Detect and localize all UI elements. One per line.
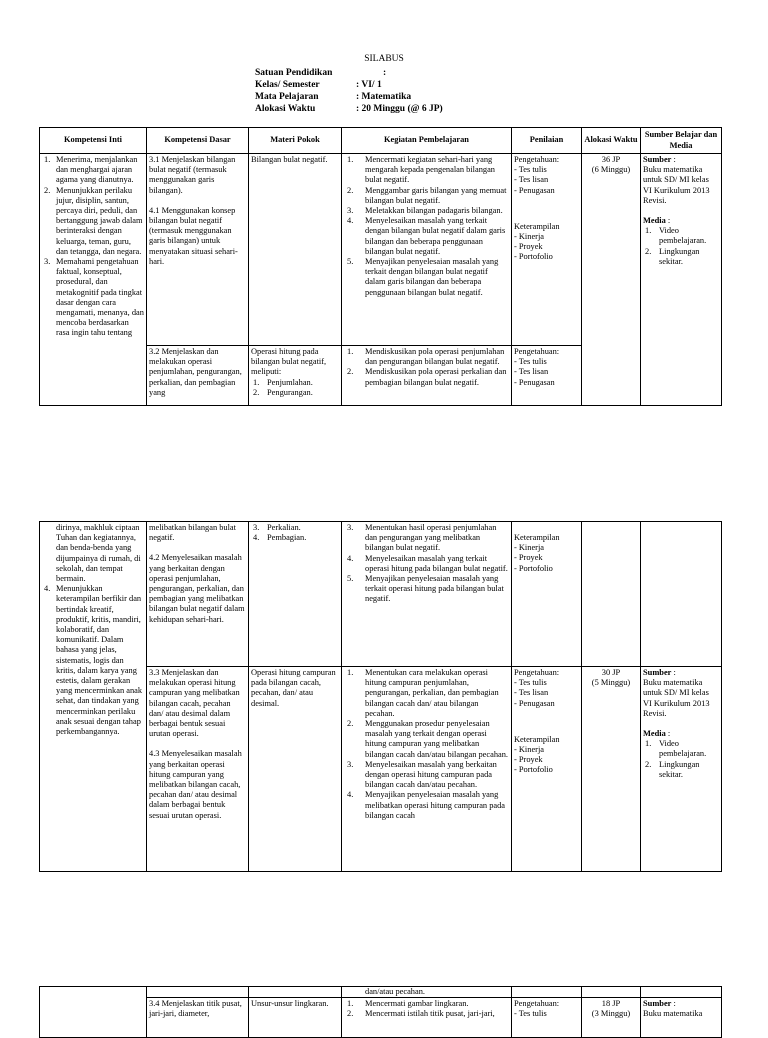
cell-text: Perkalian. [267,523,301,532]
list-item [344,760,509,791]
cell-text: - Penugasan [514,185,555,195]
materi-pokok-cell [249,522,342,667]
cell-text: dan/atau pecahan. [365,987,425,996]
syllabus-table-page-3 [39,986,722,1038]
table-row [40,987,722,998]
list-item [344,554,509,574]
cell-text: 4. [347,790,354,800]
cell-text: Buku matematika untuk SD/ MI kelas VI Kurikulum 2013 Revisi. [643,165,710,205]
cell-text: 3. [347,759,354,769]
cell-text: 3.4 Menjelaskan titik pusat, jari-jari, diameter, [149,999,242,1019]
column-header: Alokasi Waktu [582,128,641,154]
header-label: Alokasi Waktu [255,104,316,114]
media-list [643,739,719,780]
list-item [344,155,509,186]
kompetensi-inti-list [42,155,144,339]
cell-text: Menyelesaikan masalah yang terkait operasi hitung pada bilangan bulat negatif. [365,553,508,573]
penilaian-cell [512,998,582,1038]
list-item [251,523,339,533]
cell-text: - Tes lisan [514,175,549,185]
penilaian-cell [512,987,582,998]
sumber-belajar-cell [641,987,722,998]
cell-text: 4. [44,584,51,594]
cell-text: Menentukan hasil operasi penjumlahan dan pengurangan yang melibatkan bilangan bulat negatif. [365,523,497,553]
syllabus-table-page-1 [39,127,722,406]
column-header: Kompetensi Dasar [147,128,249,154]
list-item [344,216,509,257]
list-item [643,226,719,246]
column-header: Kompetensi Inti [40,128,147,154]
cell-text: 5. [347,574,354,584]
cell-text: - Tes lisan [514,688,549,698]
cell-text: - Portofolio [514,252,553,262]
cell-text: Pengurangan. [267,387,313,397]
cell-text: 1. [253,377,260,387]
cell-text: 1. [645,739,652,749]
cell-text: Keterampilan [514,221,560,231]
materi-list [251,523,339,543]
cell-text: (3 Minggu) [591,1009,631,1019]
list-item [42,257,144,339]
cell-text: Memahami pengetahuan faktual, konseptual, prosedural, dan metakognitif pada tingkat dasar dengan cara mengamati, menanya, dan mencoba berdasarkan rasa ingin tahu tentang [56,257,144,338]
header-value: : 20 Minggu (@ 6 JP) [356,104,443,114]
kd-text: 4.1 Menggunakan konsep bilangan bulat negatif (termasuk menggunakan garis bilangan) untuk menyatakan situasi sehari-hari. [149,205,238,266]
cell-text: Menentukan cara melakukan operasi hitung campuran penjumlahan, pengurangan, perkalian, dan pembagian bilangan cacah dan/ atau bilangan pecahan. [365,668,499,718]
cell-text: 1. [347,155,354,164]
cell-text: Menyelesaikan masalah yang terkait dengan bilangan bulat negatif dalam garis bilangan dan beberapa penggunaan bilangan bulat negatif. [365,216,506,256]
cell-text: 2. [347,185,354,195]
list-item [344,999,509,1009]
cell-text: 30 JP [601,668,621,677]
kompetensi-inti-cell [40,987,147,1038]
kegiatan-cell [342,667,512,872]
cell-text: Pengetahuan: [514,999,560,1009]
kompetensi-dasar-cell [147,522,249,667]
table-row [40,522,722,667]
cell-text: Keterampilan [514,734,560,744]
kompetensi-dasar-cell [147,998,249,1038]
list-item [344,367,509,387]
alokasi-waktu-cell [582,987,641,998]
list-item [344,790,509,821]
cell-text: 3.3 Menjelaskan dan melakukan operasi hitung campuran yang melibatkan bilangan cacah, pecahan dan/ atau desimal dalam berbagai bentuk sesuai urutan operasi. [149,668,240,739]
kegiatan-list [344,999,509,1019]
kegiatan-list [344,523,509,605]
cell-text: - Tes tulis [514,1009,547,1019]
kegiatan-cell [342,998,512,1038]
cell-text: - Portofolio [514,563,553,573]
alokasi-waktu-cell [582,667,641,872]
cell-text: 3. [347,523,354,532]
list-item [643,247,719,267]
cell-text: - Tes tulis [514,165,547,175]
cell-text: - Kinerja [514,232,544,242]
cell-text: Operasi hitung campuran pada bilangan cacah, pecahan, dan/ atau desimal. [251,668,336,708]
header-label: Mata Pelajaran [255,92,319,102]
cell-text: Mencermati istilah titik pusat, jari-jari, [365,1009,495,1019]
cell-text: Mendiskusikan pola operasi penjumlahan dan pengurangan bilangan bulat negatif. [365,347,505,367]
penilaian-cell [512,522,582,667]
alokasi-waktu-cell [582,998,641,1038]
cell-text: melibatkan bilangan bulat negatif. [149,523,236,543]
header-value: : [383,68,387,78]
cell-text: Menyajikan penyelesaian masalah yang melibatkan operasi hitung campuran pada bilangan cacah [365,790,505,820]
materi-list [251,378,339,398]
list-item [42,186,144,257]
cell-text: - Proyek [514,553,543,563]
materi-pokok-cell [249,998,342,1038]
kegiatan-list [344,668,509,821]
cell-text: - Penugasan [514,698,555,708]
cell-text: 18 JP [601,999,621,1009]
document-title: SILABUS [364,54,404,64]
cell-text: Mendiskusikan pola operasi perkalian dan pembagian bilangan bulat negatif. [365,367,507,387]
cell-text: Menggunakan prosedur penyelesaian masalah yang terkait dengan operasi hitung campuran yang melibatkan bilangan cacah dan/atau bilangan pecahan. [365,719,509,759]
cell-text: Video pembelajaran. [659,739,707,759]
cell-text: Menunjukkan keterampilan berfikir dan bertindak kreatif, produktif, kritis, mandiri, kolaboratif, dan komunikatif. Dalam bahasa yang jelas, sistematis, logis dan kritis, dalam karya yang estetis, dalam gerakan yang mencerminkan anak sehat, dan tindakan yang mencerminkan perilaku anak sesuai dengan tahap perkembangannya. [56,584,143,737]
kompetensi-dasar-cell [147,154,249,346]
alokasi-waktu-cell [582,522,641,667]
penilaian-cell [512,667,582,872]
cell-text: 3.2 Menjelaskan dan melakukan operasi penjumlahan, pengurangan, perkalian, dan pembagian yang [149,347,242,397]
cell-text: (6 Minggu) [591,165,631,175]
header-label: Satuan Pendidikan [255,68,333,78]
kegiatan-list [344,155,509,298]
kegiatan-cell [342,522,512,667]
column-header: Materi Pokok [249,128,342,154]
kompetensi-dasar-cell [147,346,249,406]
cell-text: - Tes lisan [514,367,549,377]
cell-text: Menyelesaikan masalah yang berkaitan dengan operasi hitung campuran pada bilangan cacah dan/atau pecahan. [365,759,497,790]
materi-pokok-cell [249,346,342,406]
header-label: Kelas/ Semester [255,80,320,90]
materi-pokok-cell [249,987,342,998]
cell-text: Media [643,216,666,226]
kd-text: 3.1 Menjelaskan bilangan bulat negatif (termasuk menggunakan garis bilangan). [149,155,236,195]
cell-text: Operasi hitung pada bilangan bulat negatif, meliputi: [251,347,327,377]
cell-text: 2. [44,185,51,195]
kompetensi-inti-cell [40,522,147,872]
cell-text: 2. [253,387,260,397]
header-value: : Matematika [356,92,412,102]
column-header: Kegiatan Pembelajaran [342,128,512,154]
cell-text: 3. [253,523,260,532]
kompetensi-dasar-cell [147,987,249,998]
cell-text: Pembagian. [267,533,307,543]
cell-text: Keterampilan [514,533,560,542]
cell-text: Buku matematika untuk SD/ MI kelas VI Kurikulum 2013 Revisi. [643,678,710,718]
syllabus-table-page-2 [39,521,722,872]
kegiatan-list [344,347,509,388]
cell-text: - Kinerja [514,543,544,553]
cell-text: 36 JP [601,155,621,164]
list-item [643,760,719,780]
list-item [344,574,509,605]
column-header: Penilaian [512,128,582,154]
cell-text: - Tes tulis [514,357,547,367]
cell-text: 2. [347,1009,354,1019]
column-header: Sumber Belajar dan Media [641,128,722,154]
cell-text: Meletakkan bilangan padagaris bilangan. [365,206,503,216]
cell-text: Sumber [643,668,672,677]
cell-text: Sumber [643,155,672,164]
list-item [42,155,144,186]
sumber-belajar-cell: Sumber : Buku matematika [641,998,722,1038]
list-item [344,257,509,298]
table-header-row [40,128,722,154]
cell-text: 4.3 Menyelesaikan masalah yang berkaitan operasi hitung campuran yang melibatkan bilangan cacah, pecahan dan/ atau desimal dalam berbagai bentuk sesuai urutan operasi. [149,749,242,820]
cell-text: Menyajikan penyelesaian masalah yang terkait operasi hitung pada bilangan bulat negatif. [365,574,504,604]
cell-text: - Tes tulis [514,678,547,688]
list-item [344,347,509,367]
cell-text: Menunjukkan perilaku jujur, disiplin, santun, percaya diri, peduli, dan bertanggung jawab dalam berinteraksi dengan keluarga, teman, guru, dan tetangga, dan negara. [56,185,143,256]
cell-text: Media [643,729,666,739]
cell-text: 5. [347,257,354,267]
penilaian-cell [512,154,582,346]
sumber-belajar-cell [641,522,722,667]
cell-text: 3. [44,257,51,267]
cell-text: 1. [44,155,51,164]
list-item [251,533,339,543]
alokasi-waktu-cell [582,154,641,406]
kegiatan-cell [342,987,512,998]
header-value: : VI/ 1 [356,80,382,90]
cell-text: Sumber [643,999,672,1009]
cell-text: Video pembelajaran. [659,226,707,246]
cell-text: Lingkungan sekitar. [659,246,700,266]
list-item [42,584,144,737]
cell-text: Mencermati gambar lingkaran. [365,999,469,1009]
cell-text: - Portofolio [514,765,553,775]
cell-text: Pengetahuan: [514,668,560,677]
cell-text: 4.2 Menyelesaikan masalah yang berkaitan dengan operasi penjumlahan, pengurangan, perkalian, dan pembagian yang melibatkan bilangan bulat negatif dalam kehidupan sehari-hari. [149,553,245,624]
cell-text: - Penugasan [514,377,555,387]
kompetensi-dasar-cell [147,667,249,872]
materi-pokok-cell [249,154,342,346]
cell-text: - Proyek [514,755,543,765]
cell-text: 2. [645,759,652,769]
cell-text: 1. [347,347,354,356]
cell-text: 4. [253,533,260,543]
cell-text: 1. [347,999,354,1009]
kompetensi-inti-list [42,584,144,737]
kegiatan-cell [342,154,512,346]
cell-text: 4. [347,216,354,226]
materi-text: Bilangan bulat negatif. [251,155,328,164]
cell-text: (5 Minggu) [591,678,631,688]
cell-text: Pengetahuan: [514,155,560,164]
penilaian-cell [512,346,582,406]
list-item [344,1009,509,1019]
cell-text: Menggambar garis bilangan yang memuat bilangan bulat negatif. [365,185,507,205]
cell-text: Mencermati kegiatan sehari-hari yang mengarah kepada pengenalan bilangan bulat negatif. [365,155,495,185]
list-item [643,739,719,759]
materi-pokok-cell [249,667,342,872]
list-item [251,388,339,398]
cell-text: Unsur-unsur lingkaran. [251,999,329,1009]
list-item [251,378,339,388]
media-list [643,226,719,267]
kompetensi-inti-cell [40,154,147,406]
cell-text: 1. [645,226,652,236]
cell-text: 4. [347,553,354,563]
list-item [344,523,509,554]
cell-text: Pengetahuan: [514,347,560,356]
list-item [344,668,509,719]
cell-text: 2. [347,367,354,377]
cell-text: 2. [347,719,354,729]
cell-text: Menerima, menjalankan dan menghargai ajaran agama yang dianutnya. [56,155,138,185]
cell-text: dirinya, makhluk ciptaan Tuhan dan kegiatannya, dan benda-benda yang dijumpainya di rumah, di sekolah, dan tempat bermain. [56,523,141,584]
cell-text: Buku matematika [643,1009,703,1019]
cell-text: Penjumlahan. [267,377,313,387]
sumber-belajar-cell: Sumber : Buku matematika untuk SD/ MI kelas VI Kurikulum 2013 Revisi. Media : 1. Video pembelajaran. 2. Lingkungan sekitar. [641,154,722,406]
cell-text: 1. [347,668,354,677]
cell-text: Lingkungan sekitar. [659,759,700,779]
list-item [344,206,509,216]
cell-text: - Proyek [514,242,543,252]
sumber-belajar-cell: Sumber : Buku matematika untuk SD/ MI kelas VI Kurikulum 2013 Revisi. Media : 1. Video pembelajaran. 2. Lingkungan sekitar. [641,667,722,872]
cell-text: 2. [645,246,652,256]
kegiatan-cell [342,346,512,406]
cell-text: - Kinerja [514,745,544,755]
cell-text: Menyajikan penyelesaian masalah yang terkait dengan bilangan bulat negatif dalam garis bilangan dan beberapa penggunaan bilangan bulat negatif. [365,257,499,297]
list-item [344,186,509,206]
cell-text: 3. [347,206,354,216]
table-row [40,154,722,346]
list-item [344,719,509,760]
